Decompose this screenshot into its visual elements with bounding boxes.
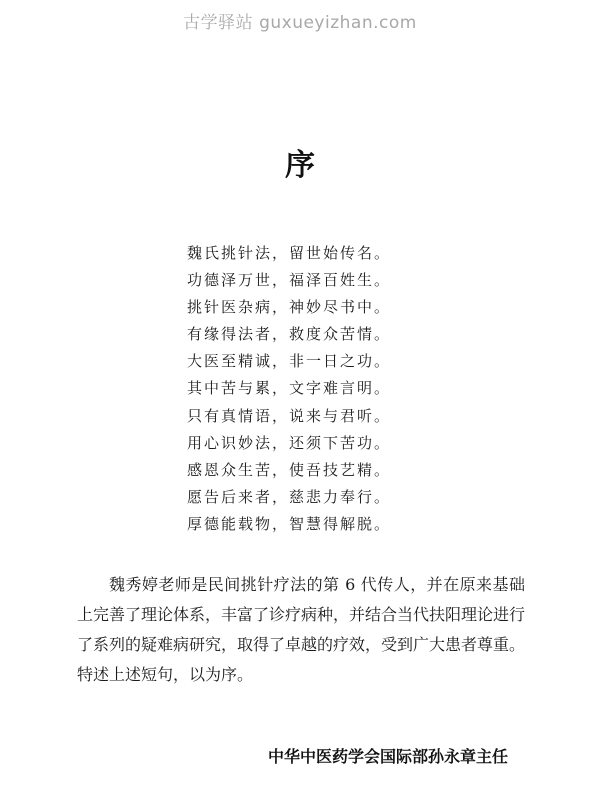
preface-paragraph: 魏秀婷老师是民间挑针疗法的第 6 代传人，并在原来基础上完善了理论体系，丰富了诊疗病种，并结合当代扶阳理论进行了系列的疑难病研究，取得了卓越的疗效，受到广大患者尊重。特述上述短句，以为序。 <box>77 575 526 684</box>
poem-line: 只有真情语，说来与君听。 <box>187 406 392 425</box>
poem-line: 魏氏挑针法，留世始传名。 <box>187 244 392 262</box>
poem-line: 愿告后来者，慈悲力奉行。 <box>187 487 392 506</box>
poem-line: 挑针医杂病，神妙尽书中。 <box>187 298 392 317</box>
signature: 中华中医药学会国际部孙永章主任 <box>267 747 508 766</box>
poem-line: 厚德能载物，智慧得解脱。 <box>187 514 392 533</box>
poem-line: 功德泽万世，福泽百姓生。 <box>187 271 392 290</box>
poem-line: 大医至精诚，非一日之功。 <box>187 352 392 371</box>
page-title: 序 <box>285 148 315 183</box>
poem-line: 有缘得法者，救度众苦情。 <box>187 325 392 344</box>
poem-block <box>187 240 391 538</box>
watermark-text: 古学驿站 guxueyizhan.com <box>183 13 417 33</box>
poem-line: 其中苦与累，文字难言明。 <box>187 379 392 398</box>
poem-line: 感恩众生苦，使吾技艺精。 <box>187 460 392 479</box>
poem-line: 用心识妙法，还须下苦功。 <box>187 433 392 452</box>
